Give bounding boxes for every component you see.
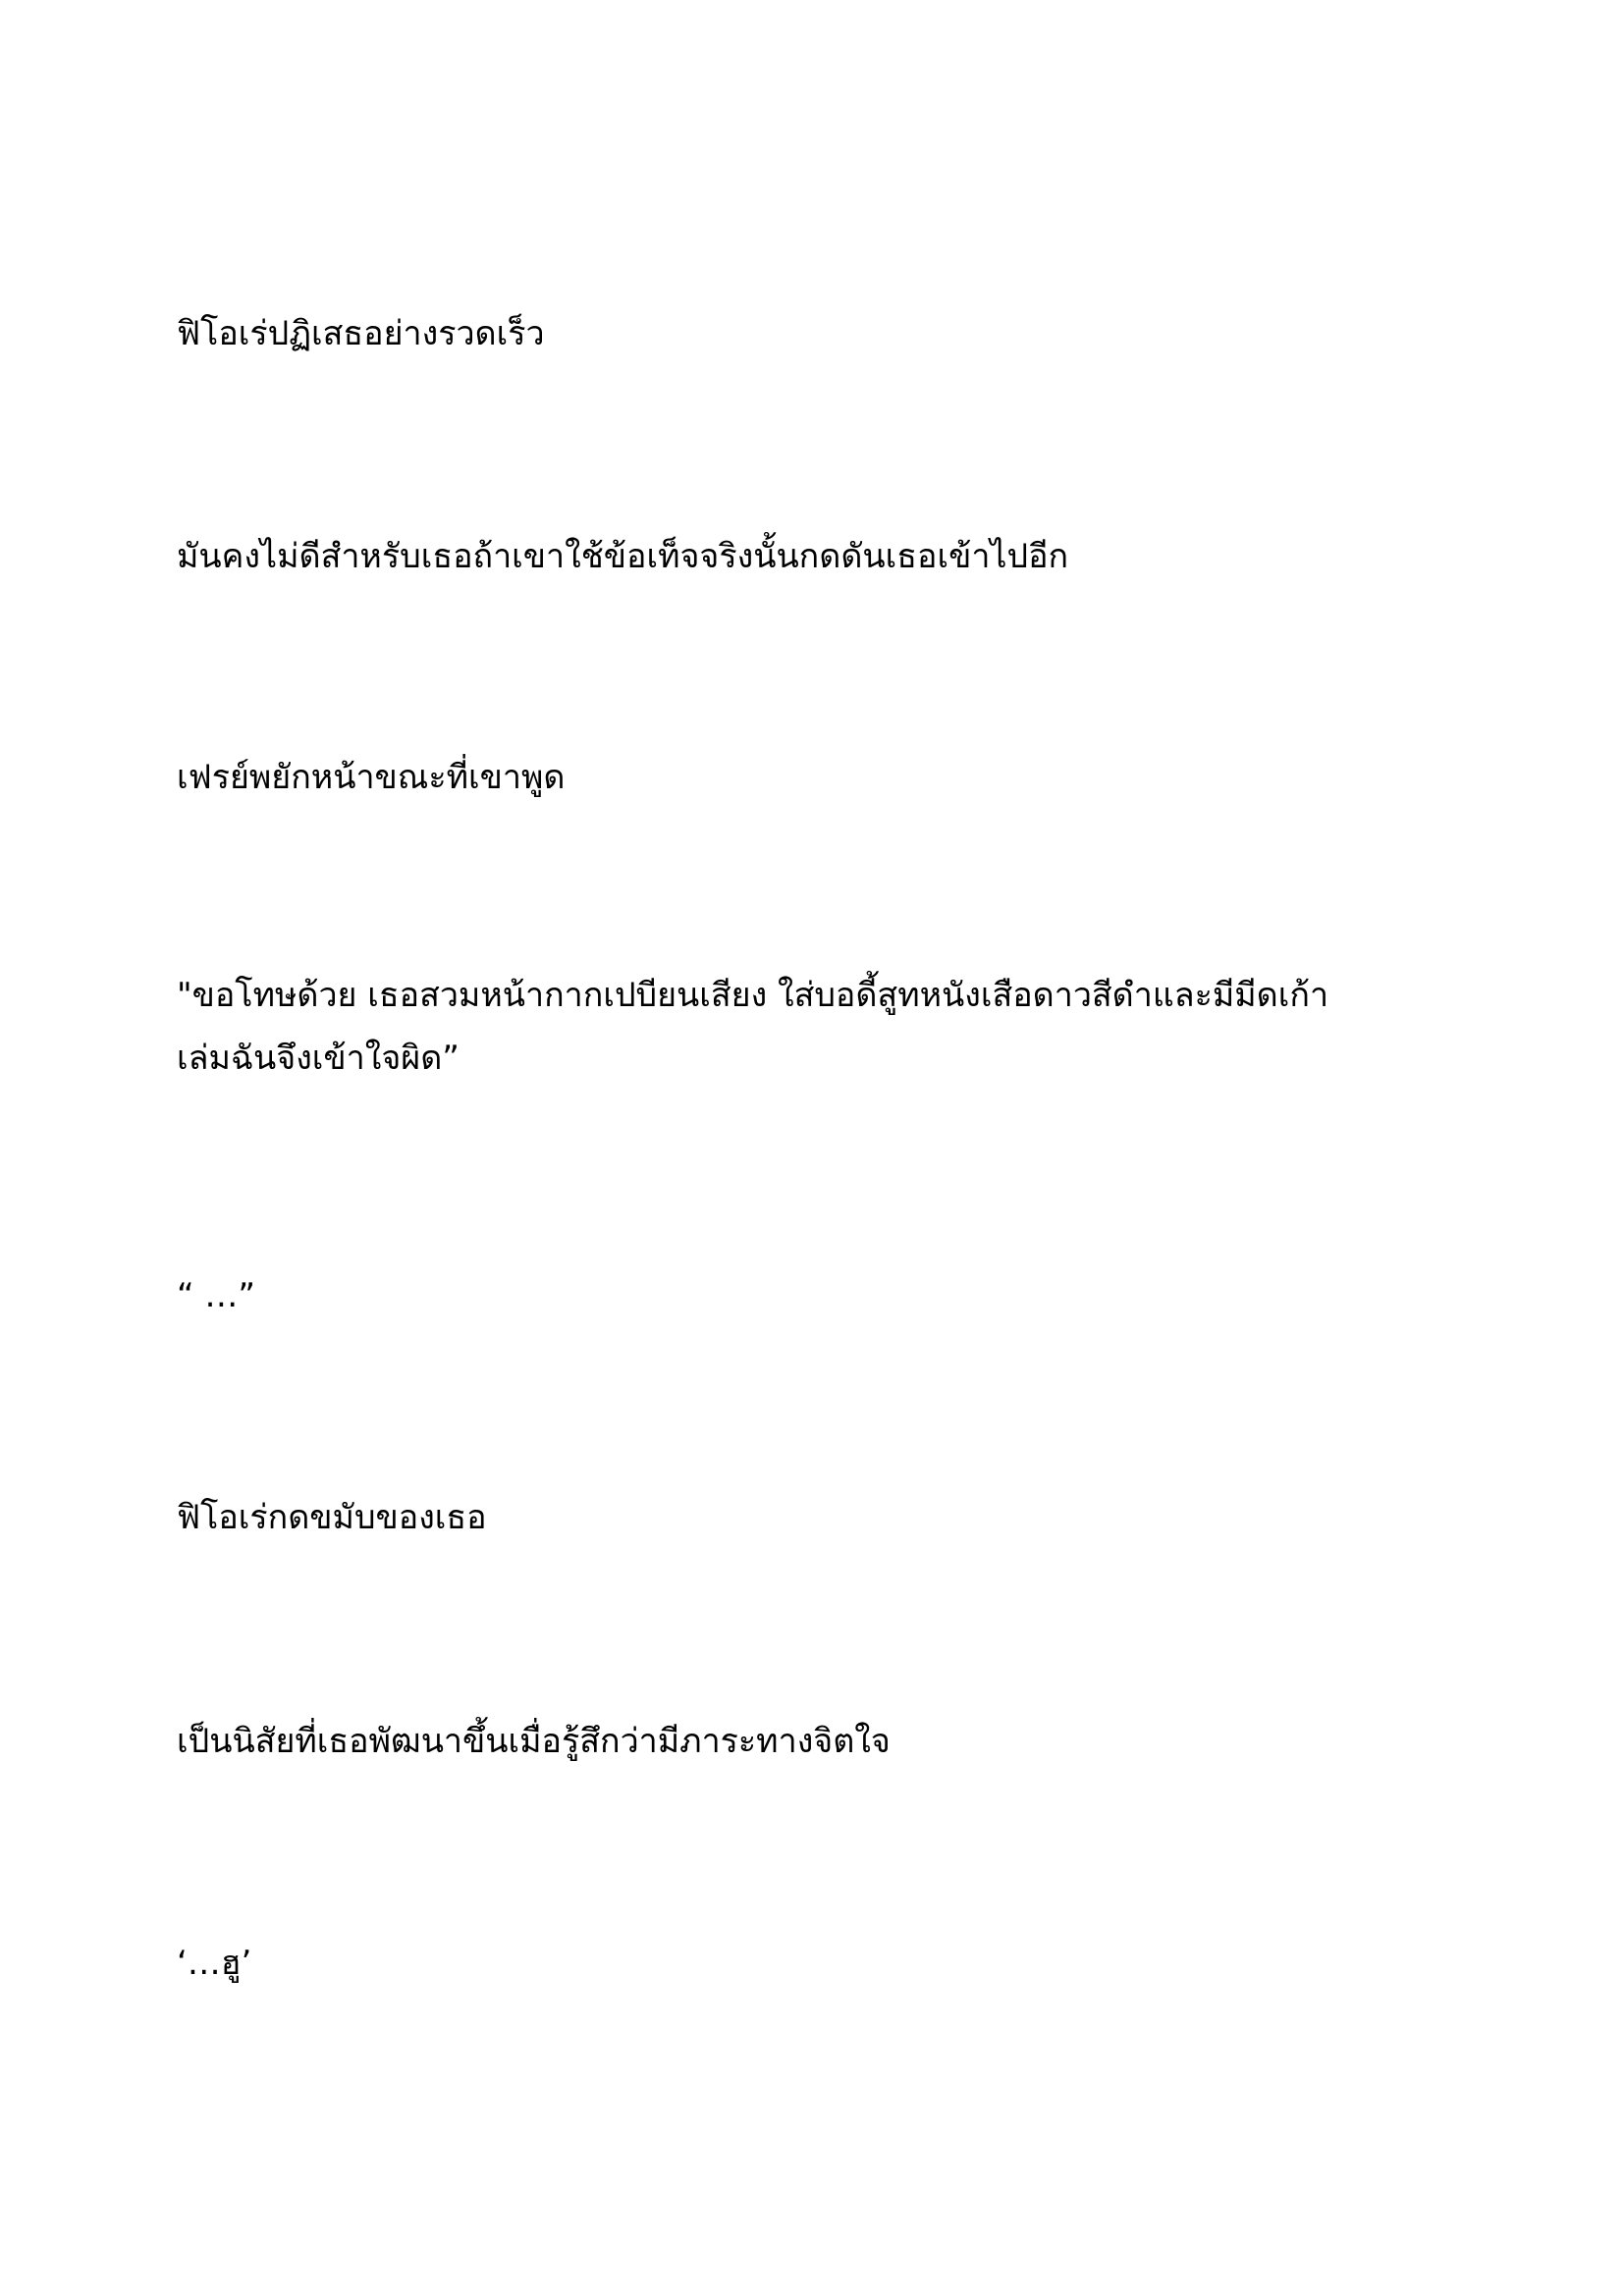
paragraph-sigh: ‘…ฮู’ [177, 1944, 252, 1983]
paragraph-fiore-refuses: ฟิโอเร่ปฏิเสธอย่างรวดเร็ว [177, 314, 545, 353]
paragraph-ellipsis-quote: “ …” [177, 1276, 256, 1315]
dialogue-line-1: "ขอโทษด้วย เธอสวมหน้ากากเปบียนเสียง ใส่บอดี้สูทหนังเสือดาวสีดำและมีมีดเก้า [177, 976, 1329, 1015]
paragraph-fiore-presses-temple: ฟิโอเร่กดขมับของเธอ [177, 1498, 487, 1537]
paragraph-not-good-for-her: มันคงไม่ดีสำหรับเธอถ้าเขาใช้ข้อเท็จจริงนั้นกดดันเธอเข้าไปอีก [177, 537, 1069, 576]
paragraph-habit: เป็นนิสัยที่เธอพัฒนาขึ้นเมื่อรู้สึกว่ามีภาระทางจิตใจ [177, 1722, 891, 1761]
dialogue-line-2: เล่มฉันจึงเข้าใจผิด” [177, 1039, 460, 1078]
paragraph-apology-dialogue [177, 964, 1328, 1090]
paragraph-frey-nods: เฟรย์พยักหน้าขณะที่เขาพูด [177, 758, 566, 797]
